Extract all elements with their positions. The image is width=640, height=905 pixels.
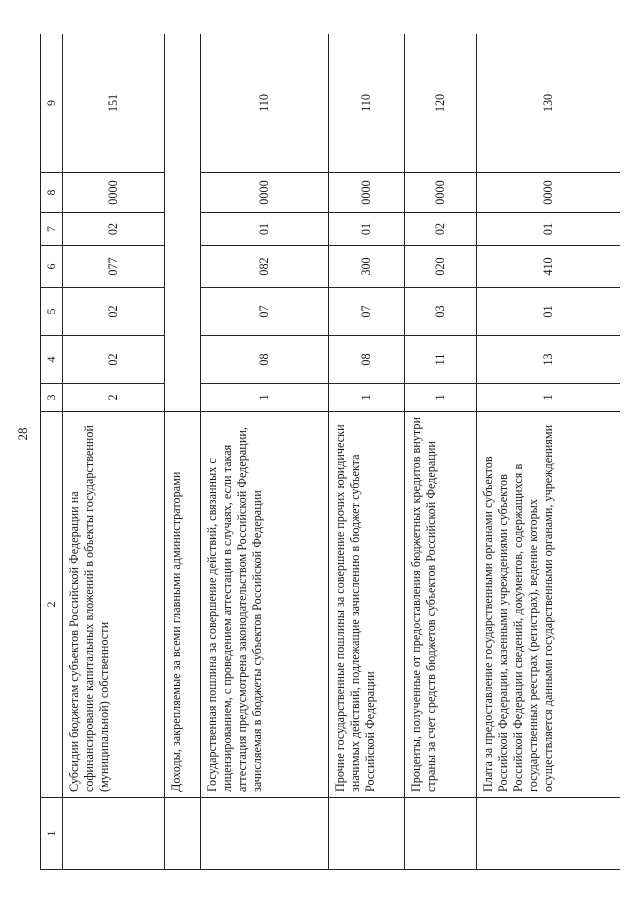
header-cell-4: 4 [41,336,63,384]
cell-col5: 07 [201,288,329,336]
cell-col6: 300 [329,246,405,288]
cell-col9: 151 [63,34,165,173]
cell-col5: 03 [405,288,477,336]
cell-col6: 077 [63,246,165,288]
cell-col3: 2 [63,384,165,412]
cell-col4: 13 [477,336,621,384]
cell-col3: 1 [201,384,329,412]
header-cell-5: 5 [41,288,63,336]
cell-col7: 01 [329,213,405,246]
cell-col5: 07 [329,288,405,336]
table-row [63,34,165,870]
rotated-table-wrapper [40,34,620,870]
cell-col6: 020 [405,246,477,288]
cell-col1 [201,798,329,870]
cell-col7: 01 [201,213,329,246]
cell-col8: 0000 [63,173,165,213]
cell-col3: 1 [329,384,405,412]
cell-col1 [477,798,621,870]
cell-col8: 0000 [329,173,405,213]
cell-col8: 0000 [405,173,477,213]
page-number: 28 [15,427,30,441]
cell-col5: 01 [477,288,621,336]
table-rotated-container [40,34,620,870]
cell-description: Государственная пошлина за совершение действий, связанных с лицензированием, с проведением аттестации в случаях, если такая аттестация предусмотрена законодательством Российской Федерации, зачисляемая в бюджеты субъектов Российской Федерации [201,412,329,798]
header-cell-8: 8 [41,173,63,213]
cell-col4: 11 [405,336,477,384]
header-cell-6: 6 [41,246,63,288]
cell-col5: 02 [63,288,165,336]
header-cell-2: 2 [41,412,63,798]
table-row [405,34,477,870]
table-row [201,34,329,870]
cell-col3: 1 [405,384,477,412]
cell-description: Проценты, полученные от предоставления бюджетных кредитов внутри страны за счет средств бюджетов субъектов Российской Федерации [405,412,477,798]
cell-col9: 110 [329,34,405,173]
cell-col1 [405,798,477,870]
table-row [329,34,405,870]
header-cell-3: 3 [41,384,63,412]
cell-col4: 02 [63,336,165,384]
cell-col4: 08 [201,336,329,384]
header-cell-7: 7 [41,213,63,246]
cell-col8: 0000 [477,173,621,213]
cell-col1 [165,798,201,870]
cell-col8: 0000 [201,173,329,213]
revenue-codes-table [40,34,620,870]
cell-description: Плата за предоставление государственными органами субъектов Российской Федерации, казенными учреждениями субъектов Российской Федерации сведений, документов, содержащихся в государственных реестрах (регистрах), ведение которых осуществляется данными государственными органами, учреждениями [477,412,621,798]
cell-col7: 02 [63,213,165,246]
header-cell-1: 1 [41,798,63,870]
cell-col9: 110 [201,34,329,173]
cell-col1 [63,798,165,870]
cell-col7: 02 [405,213,477,246]
cell-col6: 410 [477,246,621,288]
cell-description: Субсидии бюджетам субъектов Российской Федерации на софинансирование капитальных вложений в объекты государственной (муниципальной) собственности [63,412,165,798]
table-row [477,34,621,870]
cell-col9: 120 [405,34,477,173]
section-merged-cell [165,34,201,412]
header-cell-9: 9 [41,34,63,173]
header-row [41,34,63,870]
table-section-row [165,34,201,870]
cell-col4: 08 [329,336,405,384]
cell-col1 [329,798,405,870]
cell-col9: 130 [477,34,621,173]
cell-description: Прочие государственные пошлины за совершение прочих юридически значимых действий, подлежащие зачислению в бюджет субъекта Российской Федерации [329,412,405,798]
cell-col7: 01 [477,213,621,246]
cell-col3: 1 [477,384,621,412]
section-title: Доходы, закрепляемые за всеми главными администраторами [165,412,201,798]
cell-col6: 082 [201,246,329,288]
